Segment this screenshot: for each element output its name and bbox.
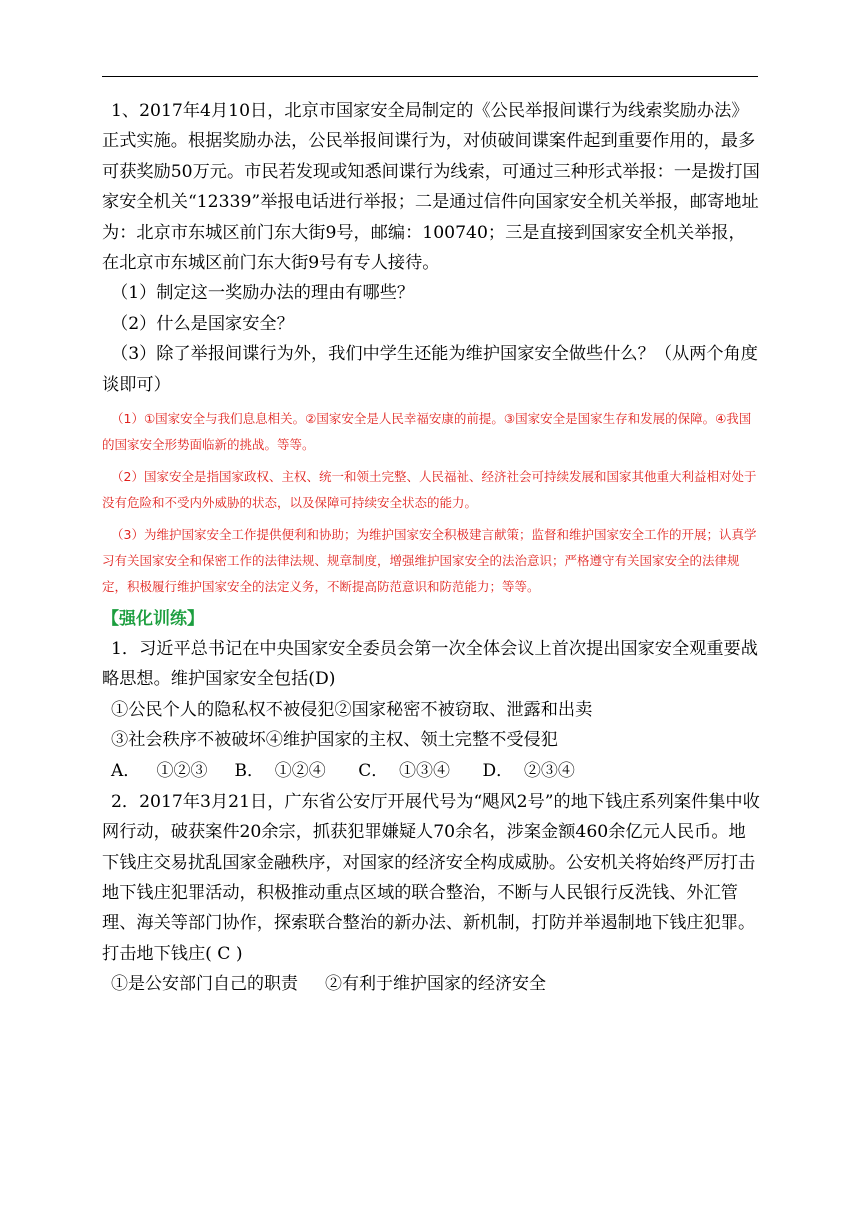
question-1-sub-3: （3）除了举报间谍行为外，我们中学生还能为维护国家安全做些什么？（从两个角度谈即可） [102,344,758,395]
header-rule [102,76,758,77]
answer-1: （1）①国家安全与我们息息相关。②国家安全是人民幸福安康的前提。③国家安全是国家生存和发展的保障。④我国的国家安全形势面临新的挑战。等等。 [102,411,752,453]
training-1-items-b: ③社会秩序不被破坏④维护国家的主权、领土完整不受侵犯 [111,730,558,751]
question-1-stem: 1、2017年4月10日，北京市国家安全局制定的《公民举报间谍行为线索奖励办法》正式实施。根据奖励办法，公民举报间谍行为，对侦破间谍案件起到重要作用的，最多可获奖励50万元。市民若发现或知悉间谍行为线索，可通过三种形式举报：一是拨打国家安全机关“12339”举报电话进行举报；二是通过信件向国家安全机关举报，邮寄地址为：北京市东城区前门东大街9号，邮编：100740；三是直接到国家安全机关举报，在北京市东城区前门东大街9号有专人接待。 [102,101,760,274]
training-2-stem: 2．2017年3月21日，广东省公安厅开展代号为“飓风2号”的地下钱庄系列案件集中收网行动，破获案件20余宗，抓获犯罪嫌疑人70余名，涉案金额460余亿元人民币。地下钱庄交易扰乱国家金融秩序，对国家的经济安全构成威胁。公安机关将始终严厉打击地下钱庄犯罪活动，积极推动重点区域的联合整治，不断与人民银行反洗钱、外汇管理、海关等部门协作，探索联合整治的新办法、新机制，打防并举遏制地下钱庄犯罪。打击地下钱庄( C ) [102,791,760,964]
answer-2: （2）国家安全是指国家政权、主权、统一和领土完整、人民福祉、经济社会可持续发展和国家其他重大利益相对处于没有危险和不受内外威胁的状态，以及保障可持续安全状态的能力。 [102,469,757,511]
training-1-options: A． ①②③ B． ①②④ C． ①③④ D． ②③④ [111,760,575,781]
training-2-items: ①是公安部门自己的职责 ②有利于维护国家的经济安全 [111,974,547,995]
question-1-sub-2: （2）什么是国家安全？ [111,313,294,334]
training-1-items-a: ①公民个人的隐私权不被侵犯②国家秘密不被窃取、泄露和出卖 [111,699,593,720]
answer-3: （3）为维护国家安全工作提供便利和协助；为维护国家安全积极建言献策；监督和维护国家安全工作的开展；认真学习有关国家安全和保密工作的法律法规、规章制度，增强维护国家安全的法治意识；严格遵守有关国家安全的法律规定，积极履行维护国家安全的法定义务，不断提高防范意识和防范能力；等等。 [102,527,757,595]
training-1-stem: 1．习近平总书记在中央国家安全委员会第一次全体会议上首次提出国家安全观重要战略思想。维护国家安全包括(D) [102,639,758,690]
section-title: 【强化训练】 [102,609,204,630]
question-1-sub-1: （1）制定这一奖励办法的理由有哪些？ [111,283,415,304]
document-body [102,96,762,1000]
